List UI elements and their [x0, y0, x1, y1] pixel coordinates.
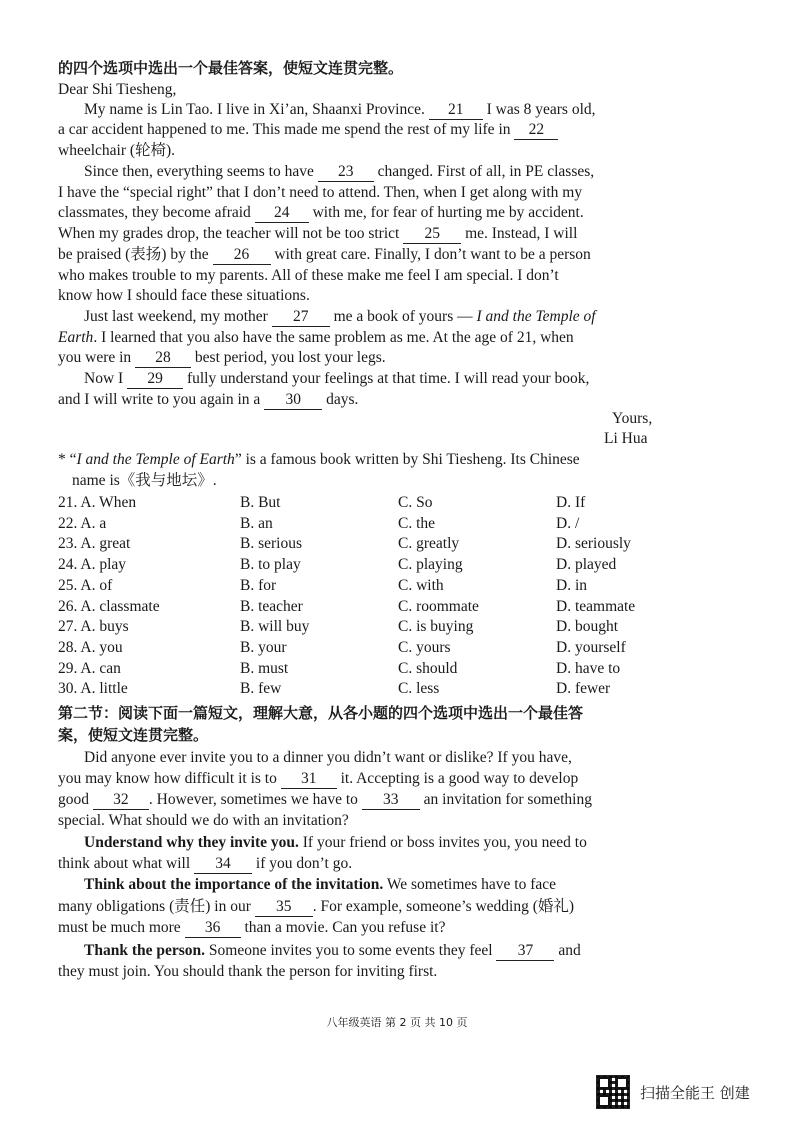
text: * “ — [58, 451, 77, 468]
letter-p2-line5 — [58, 245, 591, 265]
option-choice[interactable]: B. But — [240, 494, 281, 511]
text: me. Instead, I will — [461, 225, 578, 242]
blank-21[interactable]: 21 — [429, 101, 483, 120]
option-choice[interactable]: B. serious — [240, 535, 302, 553]
text: If your friend or boss invites you, you need to — [298, 834, 587, 851]
letter-p2-line3 — [58, 203, 584, 223]
text: and — [554, 942, 581, 959]
letter-p2-line4 — [58, 224, 577, 244]
topic-sentence: Understand why they invite you. — [84, 834, 299, 851]
book-title: I and the Temple of Earth — [76, 451, 235, 468]
text: My name is Lin Tao. I live in Xi’an, Shaanxi Province. — [84, 101, 429, 118]
option-choice[interactable]: D. teammate — [556, 597, 636, 615]
blank-23[interactable]: 23 — [318, 163, 374, 182]
option-choice[interactable]: C. greatly — [398, 535, 460, 553]
letter-p2-line7: know how I should face these situations. — [58, 287, 310, 304]
section2-heading-line2: 案，使短文连贯完整。 — [58, 726, 209, 744]
blank-33[interactable]: 33 — [362, 791, 420, 810]
blank-22[interactable]: 22 — [514, 121, 558, 140]
text: an invitation for something — [419, 791, 592, 808]
blank-34[interactable]: 34 — [194, 855, 252, 874]
text: best period, you lost your legs. — [191, 349, 386, 366]
text: than a movie. Can you refuse it? — [240, 919, 446, 936]
passage2-p3-line3 — [58, 918, 445, 938]
blank-24[interactable]: 24 — [255, 204, 309, 223]
option-choice[interactable]: B. few — [240, 680, 282, 698]
text: a car accident happened to me. This made me spend the rest of my life in — [58, 121, 515, 138]
qr-code-icon — [596, 1075, 630, 1109]
option-question[interactable]: 22. A. a — [58, 514, 107, 532]
option-question[interactable]: 25. A. of — [58, 576, 113, 594]
text: Now I — [84, 370, 128, 387]
text: When my grades drop, the teacher will not be too strict — [58, 225, 404, 242]
letter-p2-line6: who makes trouble to my parents. All of these make me feel I am special. I don’t — [58, 267, 559, 284]
letter-p3-line1 — [84, 307, 596, 327]
text: with me, for fear of hurting me by accident. — [308, 204, 584, 221]
blank-32[interactable]: 32 — [93, 791, 149, 810]
option-question[interactable]: 23. A. great — [58, 535, 131, 553]
footnote-line1 — [58, 450, 580, 470]
option-question[interactable]: 21. A. When — [58, 494, 137, 511]
text: classmates, they become afraid — [58, 204, 255, 221]
passage2-p1-line4: special. What should we do with an invitation? — [58, 812, 349, 829]
blank-28[interactable]: 28 — [135, 349, 191, 368]
passage2-p4-line2: they must join. You should thank the person for inviting first. — [58, 963, 438, 980]
option-choice[interactable]: B. to play — [240, 556, 301, 574]
option-choice[interactable]: D. If — [556, 494, 586, 511]
text: good — [58, 791, 93, 808]
blank-26[interactable]: 26 — [213, 246, 271, 265]
option-choice[interactable]: B. will buy — [240, 618, 310, 636]
option-choice[interactable]: C. So — [398, 494, 433, 511]
blank-31[interactable]: 31 — [281, 770, 337, 789]
option-choice[interactable]: D. / — [556, 514, 580, 532]
passage2-p3-line2 — [58, 897, 574, 917]
text: I was 8 years old, — [482, 101, 596, 118]
scanner-label: 扫描全能王 创建 — [640, 1083, 750, 1102]
letter-p3-line3 — [58, 348, 386, 368]
section2-heading-line1: 第二节：阅读下面一篇短文，理解大意，从各小题的四个选项中选出一个最佳答 — [58, 704, 584, 722]
option-choice[interactable]: D. yourself — [556, 638, 626, 656]
blank-36[interactable]: 36 — [185, 919, 241, 938]
option-question[interactable]: 27. A. buys — [58, 618, 129, 636]
text: Just last weekend, my mother — [84, 308, 272, 325]
option-choice[interactable]: D. bought — [556, 618, 618, 636]
text: fully understand your feelings at that time. I will read your book, — [183, 370, 590, 387]
option-question[interactable]: 26. A. classmate — [58, 597, 160, 615]
option-choice[interactable]: B. an — [240, 514, 273, 532]
text: think about what will — [58, 855, 195, 872]
closing-yours: Yours, — [612, 410, 653, 427]
section-instruction-tail: 的四个选项中选出一个最佳答案，使短文连贯完整。 — [58, 59, 404, 77]
blank-30[interactable]: 30 — [264, 391, 322, 410]
letter-p1-line2 — [58, 120, 558, 140]
passage2-p2-line1 — [84, 833, 587, 853]
letter-p4-line1 — [84, 369, 589, 389]
option-choice[interactable]: D. seriously — [556, 535, 631, 553]
page-footer: 八年级英语 第 2 页 共 10 页 — [326, 1016, 468, 1029]
text: . I learned that you also have the same problem as me. At the age of 21, when — [93, 329, 574, 346]
text: must be much more — [58, 919, 185, 936]
letter-p1-line3: wheelchair (轮椅). — [58, 142, 176, 159]
text: Someone invites you to some events they feel — [205, 942, 497, 959]
blank-27[interactable]: 27 — [272, 308, 330, 327]
text: days. — [322, 391, 359, 408]
book-title: Earth — [58, 329, 94, 346]
letter-p1-line1 — [84, 100, 596, 120]
blank-35[interactable]: 35 — [255, 898, 313, 917]
option-choice[interactable]: D. in — [556, 576, 587, 594]
topic-sentence: Think about the importance of the invitation. — [84, 876, 384, 893]
text: many obligations (责任) in our — [58, 898, 255, 915]
letter-p3-line2 — [58, 328, 574, 348]
scanner-watermark — [596, 1075, 750, 1109]
text: you were in — [58, 349, 136, 366]
option-choice[interactable]: C. with — [398, 576, 444, 594]
option-choice[interactable]: C. less — [398, 680, 440, 698]
closing-name: Li Hua — [604, 430, 648, 447]
option-question[interactable]: 28. A. you — [58, 638, 123, 656]
option-choice[interactable]: B. must — [240, 659, 289, 677]
footnote-line2: name is《我与地坛》. — [72, 472, 217, 489]
option-choice[interactable]: B. for — [240, 576, 277, 594]
blank-29[interactable]: 29 — [127, 370, 183, 389]
option-choice[interactable]: D. fewer — [556, 680, 611, 698]
text: with great care. Finally, I don’t want to be a person — [270, 246, 591, 263]
letter-p4-line2 — [58, 390, 358, 410]
option-choice[interactable]: B. teacher — [240, 597, 303, 615]
text: and I will write to you again in a — [58, 391, 265, 408]
text: Since then, everything seems to have — [84, 163, 318, 180]
blank-25[interactable]: 25 — [403, 225, 461, 244]
option-choice[interactable]: D. have to — [556, 659, 621, 677]
passage2-p1-line2 — [58, 769, 578, 789]
option-choice[interactable]: C. should — [398, 659, 458, 677]
book-title: I and the Temple of — [476, 308, 596, 325]
option-choice[interactable]: C. roommate — [398, 597, 479, 615]
topic-sentence: Thank the person. — [84, 942, 206, 959]
letter-salutation: Dear Shi Tiesheng, — [58, 81, 177, 98]
text: you may know how difficult it is to — [58, 770, 281, 787]
text: me a book of yours — — [329, 308, 477, 325]
text: We sometimes have to face — [383, 876, 557, 893]
letter-p2-line1 — [84, 162, 594, 182]
option-choice[interactable]: D. played — [556, 556, 617, 574]
option-choice[interactable]: C. is buying — [398, 618, 474, 636]
text: changed. First of all, in PE classes, — [373, 163, 595, 180]
passage2-p2-line2 — [58, 854, 352, 874]
option-choice[interactable]: C. playing — [398, 556, 463, 574]
text: it. Accepting is a good way to develop — [336, 770, 579, 787]
passage2-p4-line1 — [84, 941, 581, 961]
option-question[interactable]: 30. A. little — [58, 680, 128, 698]
text: if you don’t go. — [252, 855, 353, 872]
text: be praised (表扬) by the — [58, 246, 213, 263]
option-choice[interactable]: C. yours — [398, 638, 451, 656]
passage2-p3-line1 — [84, 875, 556, 895]
text: ” is a famous book written by Shi Tiesheng. Its Chinese — [234, 451, 580, 468]
letter-p2-line2: I have the “special right” that I don’t need to attend. Then, when I get along with my — [58, 184, 583, 201]
passage2-p1-line3 — [58, 790, 592, 810]
text: . However, sometimes we have to — [148, 791, 362, 808]
text: . For example, someone’s wedding (婚礼) — [312, 898, 575, 915]
option-question[interactable]: 29. A. can — [58, 659, 121, 677]
option-choice[interactable]: C. the — [398, 514, 436, 532]
blank-37[interactable]: 37 — [496, 942, 554, 961]
option-choice[interactable]: B. your — [240, 638, 287, 656]
option-question[interactable]: 24. A. play — [58, 556, 127, 574]
passage2-p1-line1: Did anyone ever invite you to a dinner you didn’t want or dislike? If you have, — [84, 749, 572, 766]
